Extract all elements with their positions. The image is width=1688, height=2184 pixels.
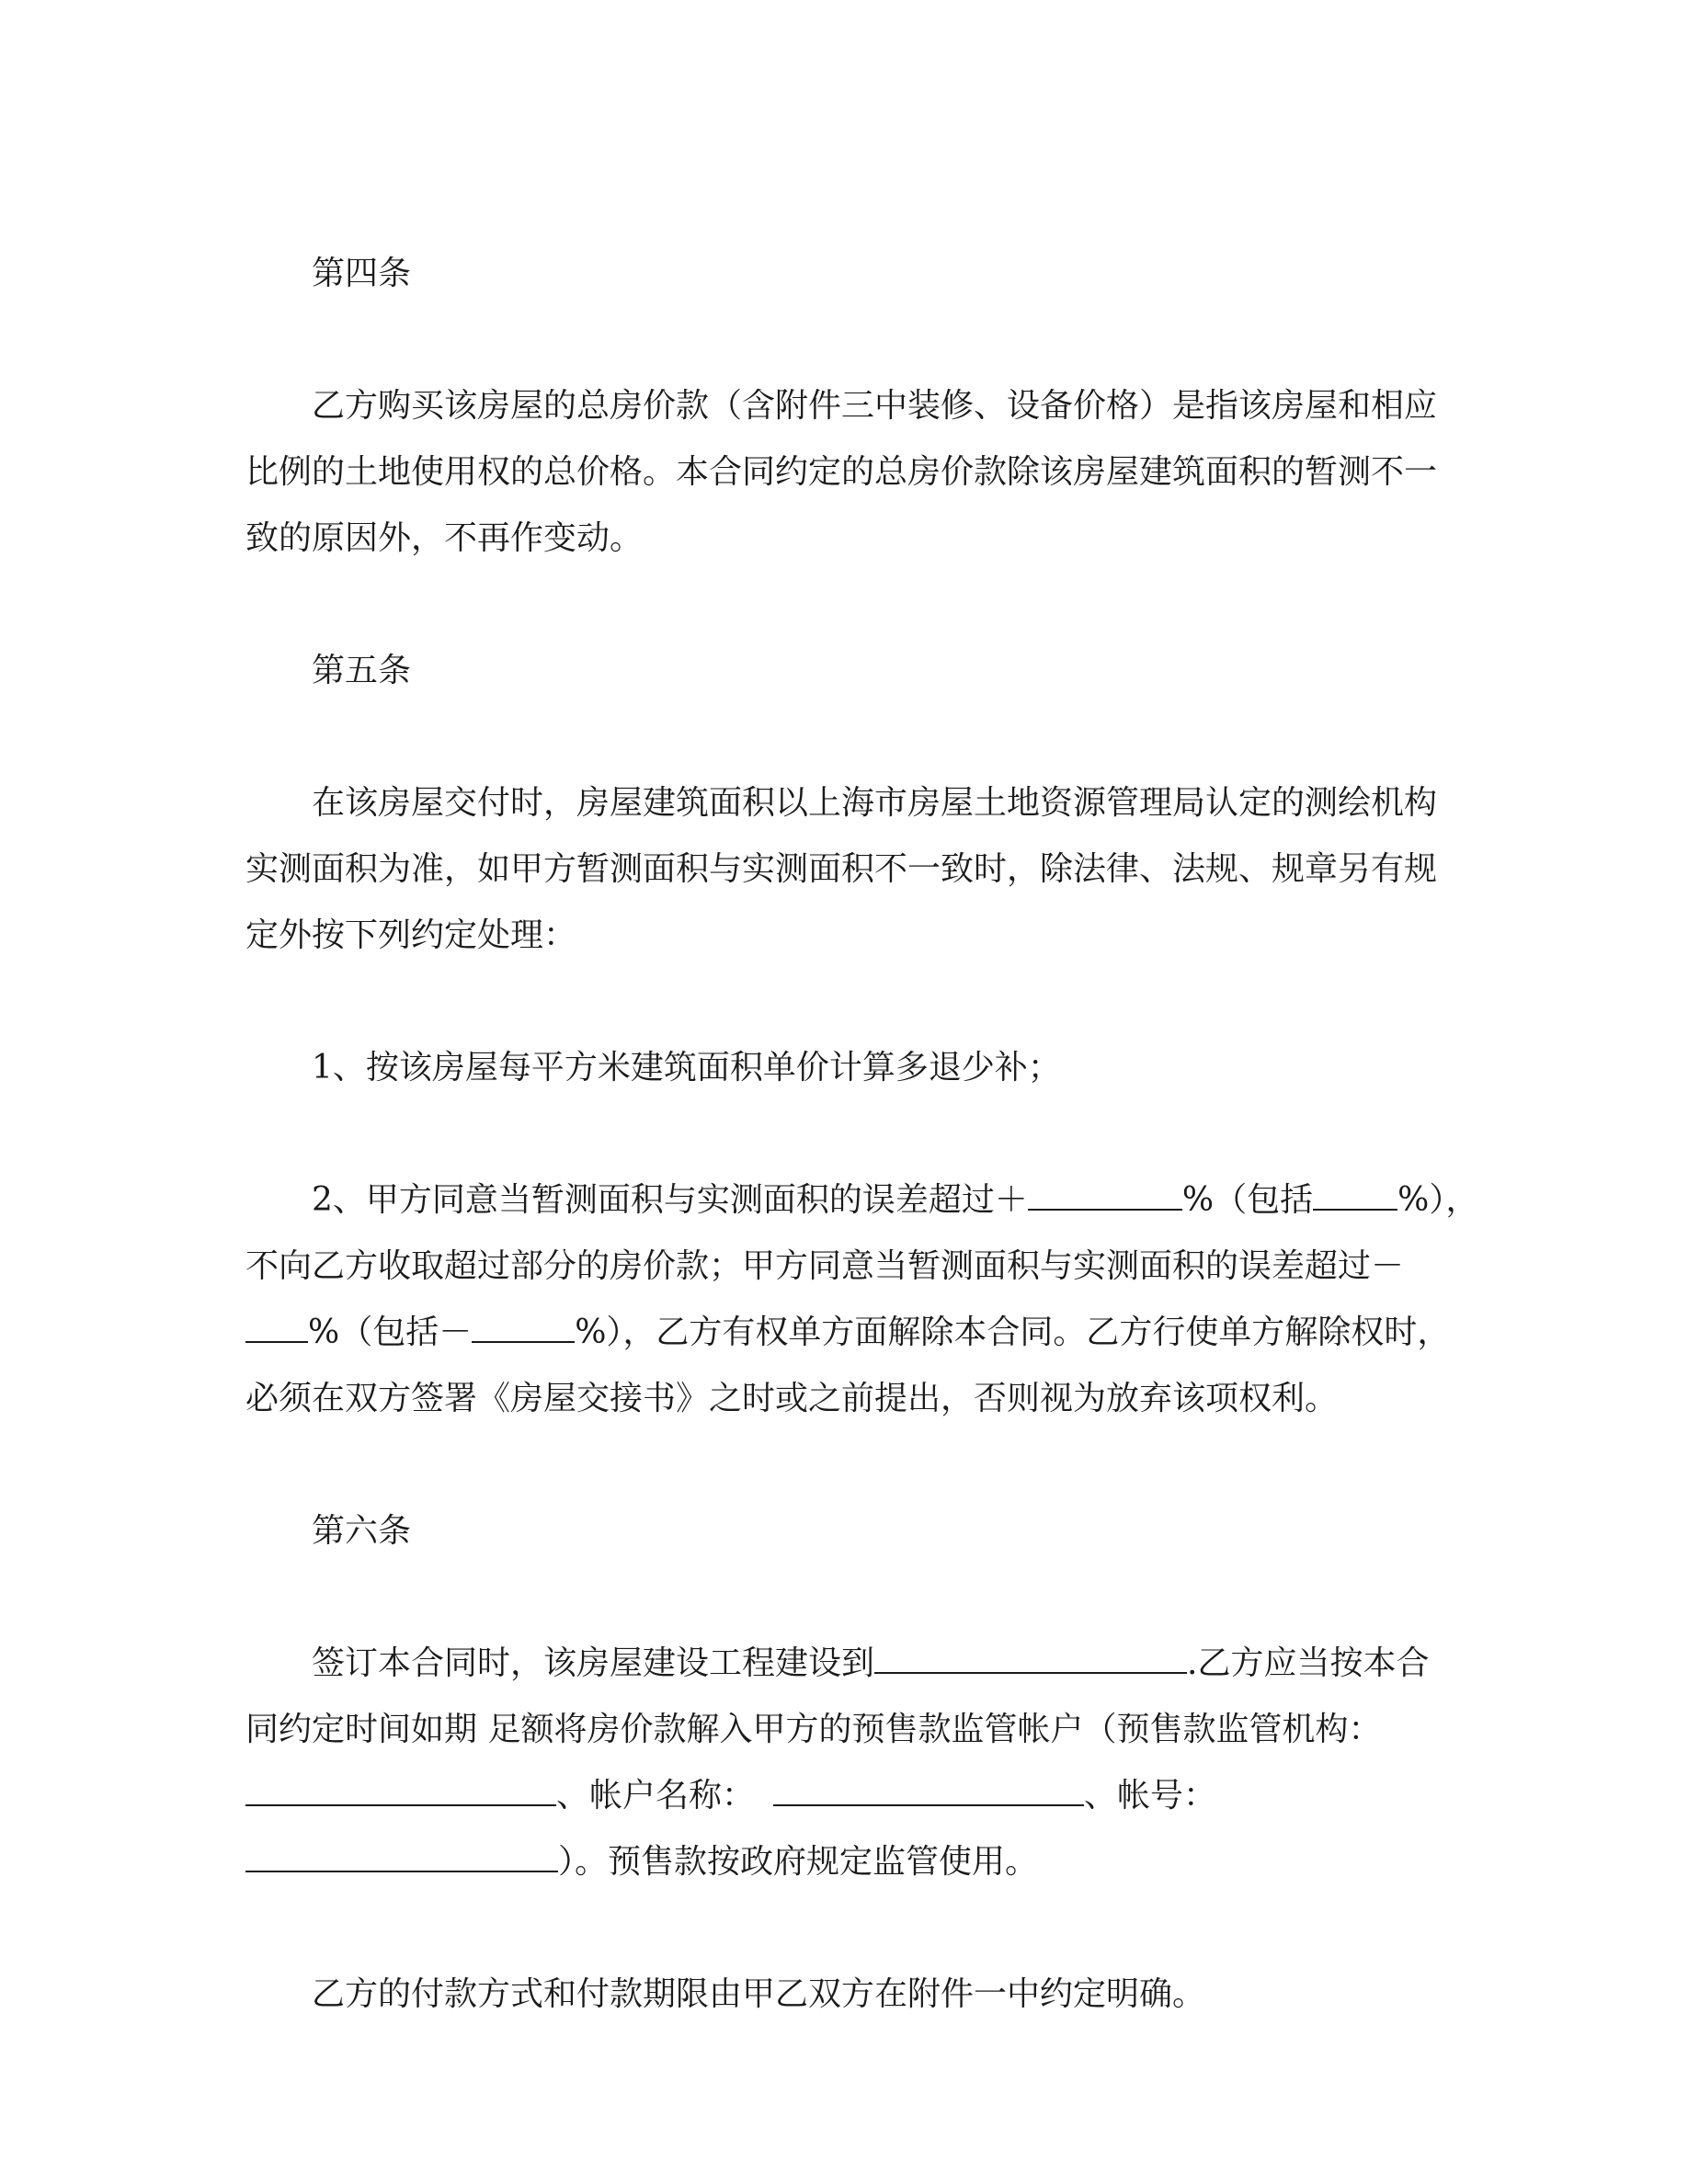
article-6-line-4: ）。预售款按政府规定监管使用。 [245,1829,1442,1895]
article-4-line-3: 致的原因外，不再作变动。 [245,519,644,557]
article-5-item-2-line-4: 必须在双方签署《房屋交接书》之时或之前提出，否则视为放弃该项权利。 [245,1380,1339,1417]
fill-blank[interactable] [874,1641,1187,1674]
article-6-heading: 第六条 [312,1512,412,1550]
contract-page [245,241,1479,2028]
fill-blank[interactable] [1028,1177,1182,1211]
fill-blank[interactable] [245,1773,556,1806]
fill-blank[interactable] [472,1310,575,1343]
article-5-item-2-line-1: 2、甲方同意当暂测面积与实测面积的误差超过＋ %（包括 %）， [245,1167,1442,1234]
article-5-line-1: 在该房屋交付时，房屋建筑面积以上海市房屋土地资源管理局认定的测绘机构 [312,784,1438,822]
article-5-item-1: 1、按该房屋每平方米建筑面积单价计算多退少补； [312,1049,1061,1086]
fill-blank[interactable] [1313,1177,1397,1211]
article-5-line-2: 实测面积为准，如甲方暂测面积与实测面积不一致时，除法律、法规、规章另有规 [245,850,1438,888]
fill-blank[interactable] [245,1839,558,1872]
article-5-item-2-line-2: 不向乙方收取超过部分的房价款；甲方同意当暂测面积与实测面积的误差超过－ [245,1247,1405,1285]
article-6-line-1: 签订本合同时，该房屋建设工程建设到 .乙方应当按本合 [245,1631,1442,1697]
article-5-line-3: 定外按下列约定处理： [245,916,577,954]
article-6-line-3: 、帐户名称： 、帐号： [245,1763,1442,1829]
fill-blank[interactable] [773,1773,1084,1806]
article-4-line-2: 比例的土地使用权的总价格。本合同约定的总房价款除该房屋建筑面积的暂测不一 [245,453,1438,491]
article-4-line-1: 乙方购买该房屋的总房价款（含附件三中装修、设备价格）是指该房屋和相应 [312,387,1438,425]
article-6-line-2: 同约定时间如期 足额将房价款解入甲方的预售款监管帐户（预售款监管机构： [245,1711,1382,1748]
article-5-heading: 第五条 [312,652,412,689]
article-4-heading: 第四条 [312,255,412,292]
fill-blank[interactable] [245,1310,308,1343]
article-5-item-2-line-3: %（包括－ %），乙方有权单方面解除本合同。乙方行使单方解除权时， [245,1300,1442,1366]
article-6-para-2: 乙方的付款方式和付款期限由甲乙双方在附件一中约定明确。 [312,1975,1206,2013]
